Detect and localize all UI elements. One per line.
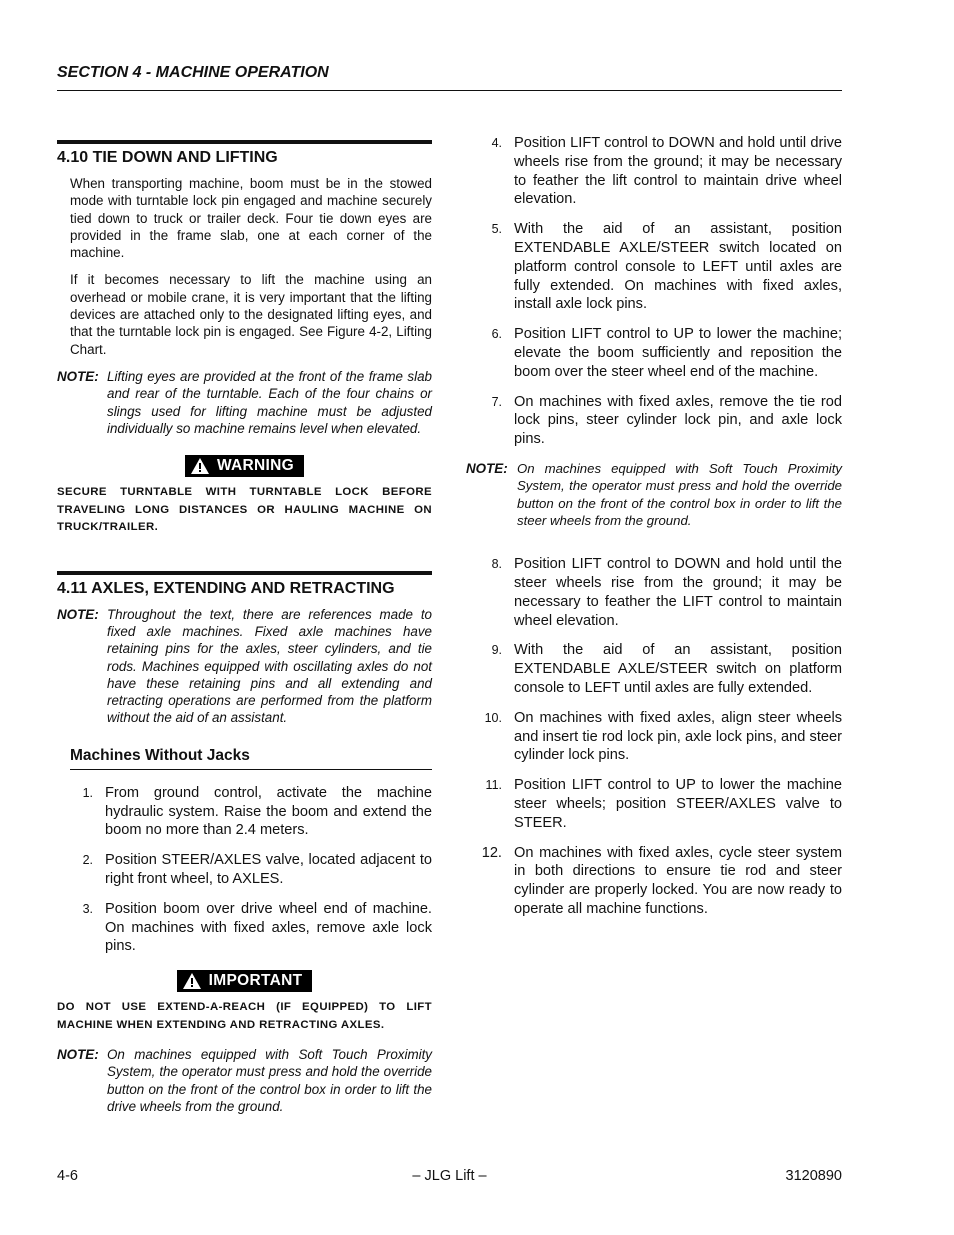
document-number: 3120890 xyxy=(785,1168,842,1184)
step-item xyxy=(466,220,842,314)
left-steps xyxy=(57,784,432,956)
step-item xyxy=(57,784,432,840)
step-text: On machines with fixed axles, remove the tie rod lock pins, steer cylinder lock pin, and axle lock pins. xyxy=(514,393,842,448)
warning-badge-wrap xyxy=(57,455,432,479)
step-item xyxy=(466,844,842,919)
important-label: IMPORTANT xyxy=(208,972,303,990)
step-text: With the aid of an assistant, position EXTENDABLE AXLE/STEER switch on platform console to LEFT until axles are fully extended. xyxy=(514,642,842,696)
page-number: 4-6 xyxy=(57,1168,78,1184)
step-text: Position LIFT control to UP to lower the machine; elevate the boom sufficiently and reposition the boom over the steer wheel end of the machine. xyxy=(514,326,842,380)
step-text: With the aid of an assistant, position EXTENDABLE AXLE/STEER switch located on platform control console to LEFT until axles are fully extended. On machines with fixed axles, install axle lock pins. xyxy=(514,221,842,313)
step-text: Position STEER/AXLES valve, located adjacent to right front wheel, to AXLES. xyxy=(105,852,432,887)
section-411-title: 4.11 AXLES, EXTENDING AND RETRACTING xyxy=(57,571,432,598)
step-item xyxy=(466,134,842,209)
step-item xyxy=(466,641,842,697)
step-text: Position LIFT control to DOWN and hold until drive wheels rise from the ground; it may be necessary to feather the lift control to maintain drive wheel elevation. xyxy=(514,135,842,208)
step-text: Position LIFT control to DOWN and hold until the steer wheels rise from the ground; it may be necessary to feather the LIFT control to maintain wheel elevation. xyxy=(514,556,842,629)
warning-text: SECURE TURNTABLE WITH TURNTABLE LOCK BEFORE TRAVELING LONG DISTANCES OR HAULING MACHINE ON TRUCK/TRAILER. xyxy=(57,486,432,534)
step-item xyxy=(466,325,842,381)
important-badge xyxy=(177,970,313,992)
section-title: SECTION 4 - MACHINE OPERATION xyxy=(57,64,329,81)
step-item xyxy=(57,851,432,889)
step-item xyxy=(466,776,842,832)
step-number: 7. xyxy=(491,394,502,409)
warning-badge xyxy=(185,455,304,477)
step-item xyxy=(466,393,842,449)
step-number: 12. xyxy=(481,844,502,861)
note-text: On machines equipped with Soft Touch Proximity System, the operator must press and hold the override button on the front of the control box in order to lift the steer wheels from the ground. xyxy=(517,460,842,528)
step-text: Position boom over drive wheel end of machine. On machines with fixed axles, remove axle lock pins. xyxy=(105,900,432,955)
step-number: 3. xyxy=(82,901,93,916)
section-410-title: 4.10 TIE DOWN AND LIFTING xyxy=(57,140,432,167)
footer-brand: – JLG Lift – xyxy=(412,1168,487,1184)
note-label: NOTE: xyxy=(57,368,99,384)
right-steps-a xyxy=(466,134,842,449)
note-text: Lifting eyes are provided at the front of the frame slab and rear of the turntable. Each of the four chains or slings used for lifting machine must be adjusted individually so machine remains level when elevated. xyxy=(107,368,432,436)
note-label: NOTE: xyxy=(57,606,99,622)
section-410-paragraph-2: If it becomes necessary to lift the machine using an overhead or mobile crane, it is very important that the lifting devices are attached only to the designated lifting eyes, and that the turntable lock pin is engaged. See Figure 4-2, Lifting Chart. xyxy=(70,272,432,357)
note-label: NOTE: xyxy=(57,1047,99,1063)
lifting-eyes-note xyxy=(57,368,432,437)
warning-triangle-icon xyxy=(191,458,209,474)
drive-wheels-note xyxy=(57,1046,432,1115)
important-badge-wrap xyxy=(57,970,432,994)
step-number: 1. xyxy=(82,785,93,800)
step-item xyxy=(57,900,432,956)
steer-wheels-note xyxy=(466,460,842,529)
warning-label: WARNING xyxy=(216,457,294,475)
step-number: 2. xyxy=(82,853,93,868)
step-number: 8. xyxy=(491,557,502,572)
step-item xyxy=(466,555,842,630)
step-number: 5. xyxy=(491,222,502,237)
step-text: From ground control, activate the machine hydraulic system. Raise the boom and extend the boom no more than 2.4 meters. xyxy=(105,784,432,839)
left-column xyxy=(57,134,432,1125)
step-number: 11. xyxy=(485,778,502,793)
step-number: 6. xyxy=(491,327,502,342)
step-number: 10. xyxy=(484,710,502,725)
note-text: On machines equipped with Soft Touch Proximity System, the operator must press and hold the override button on the front of the control box in order to lift the drive wheels from the ground. xyxy=(107,1047,432,1114)
step-number: 9. xyxy=(491,643,502,658)
step-text: Position LIFT control to UP to lower the machine steer wheels; position STEER/AXLES valve to STEER. xyxy=(514,777,842,831)
important-text: DO NOT USE EXTEND-A-REACH (IF EQUIPPED) TO LIFT MACHINE WHEN EXTENDING AND RETRACTING AXLES. xyxy=(57,1001,432,1031)
section-410-paragraph-1: When transporting machine, boom must be in the stowed mode with turntable lock pin engaged and machine securely tied down to truck or trailer deck. Four tie down eyes are provided in the frame slab, one at each corner of the machine. xyxy=(70,176,432,261)
note-label: NOTE: xyxy=(466,460,508,476)
step-number: 4. xyxy=(491,136,502,150)
page-header xyxy=(57,64,842,91)
fixed-axle-note xyxy=(57,606,432,727)
right-steps-b xyxy=(466,555,842,919)
step-item xyxy=(466,709,842,765)
right-column xyxy=(466,134,842,930)
step-text: On machines with fixed axles, align steer wheels and insert tie rod lock pin, axle lock pins, and steer cylinder lock pins. xyxy=(514,709,842,764)
page-footer xyxy=(57,1168,842,1188)
machines-without-jacks-heading: Machines Without Jacks xyxy=(70,747,432,770)
warning-triangle-icon xyxy=(183,973,201,989)
note-text: Throughout the text, there are references made to fixed axle machines. Fixed axle machines have retaining pins for the axles, steer cylinders, and tie rods. Machines equipped with oscillating axles do not have these retaining pins and all extending and retracting operations are performed from the platform without the aid of an assistant. xyxy=(107,606,432,726)
step-text: On machines with fixed axles, cycle steer system in both directions to ensure tie rod and steer cylinder are properly locked. You are now ready to operate all machine functions. xyxy=(514,844,842,917)
